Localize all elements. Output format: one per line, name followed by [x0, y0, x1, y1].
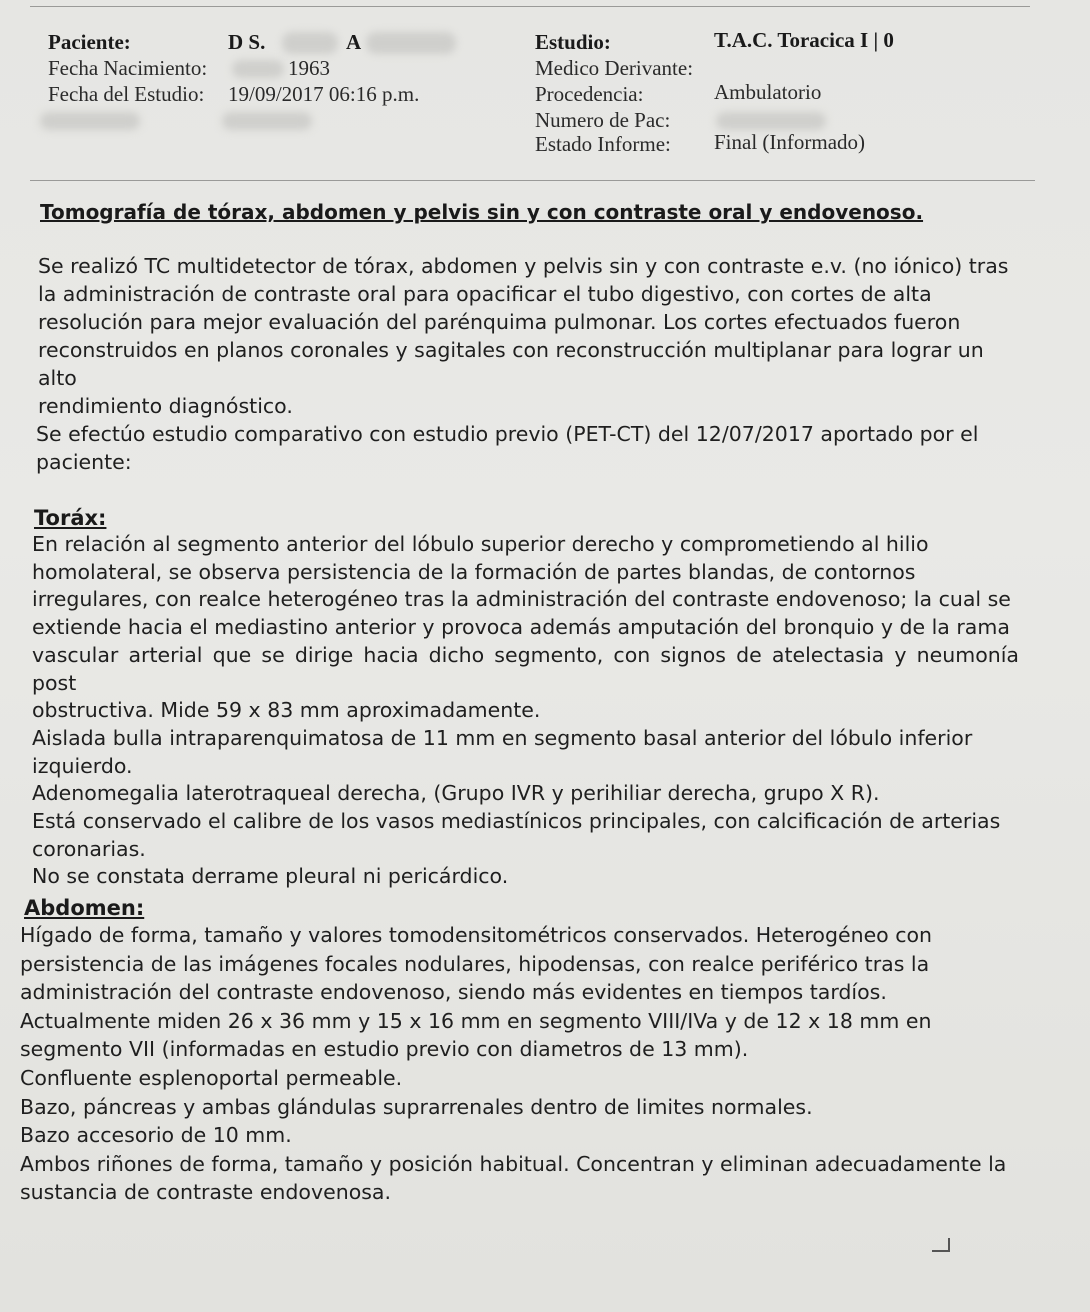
- estudio-value: T.A.C. Toracica I | 0: [714, 28, 894, 52]
- fecha-nacimiento-value: 1963: [288, 56, 330, 80]
- medico-derivante-label: Medico Derivante:: [535, 56, 694, 80]
- abdomen-line: Bazo accesorio de 10 mm.: [20, 1123, 292, 1148]
- intro-line: reconstruidos en planos coronales y sagitales con reconstrucción multiplanar para lograr un alto: [38, 338, 984, 390]
- torax-line: Está conservado el calibre de los vasos mediastínicos principales, con calcificación de arterias: [32, 809, 1001, 834]
- estado-informe-value: Final (Informado): [714, 130, 866, 154]
- abdomen-heading: Abdomen:: [24, 896, 145, 920]
- abdomen-line: Actualmente miden 26 x 36 mm y 15 x 16 mm en segmento VIII/IVa y de 12 x 18 mm en: [20, 1008, 932, 1033]
- top-divider: [30, 6, 1030, 7]
- torax-paragraph: [32, 531, 1019, 891]
- intro-paragraph: [38, 252, 1028, 420]
- torax-line: izquierdo.: [32, 753, 133, 778]
- intro-line: la administración de contraste oral para opacificar el tubo digestivo, con cortes de alta: [38, 282, 932, 306]
- torax-line: Adenomegalia laterotraqueal derecha, (Grupo IVR y perihiliar derecha, grupo X R).: [32, 781, 880, 806]
- abdomen-line: Confluente esplenoportal permeable.: [20, 1065, 403, 1090]
- redacted-name: [282, 32, 338, 54]
- numero-pac-label: Numero de Pac:: [535, 108, 671, 132]
- fecha-estudio-label: Fecha del Estudio:: [48, 82, 205, 106]
- redacted-numero-pac: [716, 112, 826, 130]
- estudio-label: Estudio:: [535, 30, 611, 54]
- abdomen-line: sustancia de contraste endovenosa.: [20, 1180, 392, 1205]
- abdomen-paragraph: [20, 921, 1020, 1207]
- torax-line: En relación al segmento anterior del lóbulo superior derecho y comprometiendo al hilio: [32, 532, 929, 556]
- torax-line: obstructiva. Mide 59 x 83 mm aproximadamente.: [32, 698, 541, 723]
- redacted-birthdate: [232, 60, 284, 78]
- torax-line: coronarias.: [32, 836, 146, 861]
- procedencia-value: Ambulatorio: [714, 80, 822, 104]
- header-divider: [30, 180, 1035, 181]
- comparative-line: Se efectúo estudio comparativo con estudio previo (PET-CT) del 12/07/2017 aportado por el: [36, 422, 979, 446]
- abdomen-line: Ambos riñones de forma, tamaño y posición habitual. Concentran y eliminan adecuadamente la: [20, 1151, 1007, 1176]
- fecha-nacimiento-label: Fecha Nacimiento:: [48, 56, 208, 80]
- torax-heading: Toráx:: [34, 506, 107, 530]
- fecha-estudio-value: 19/09/2017 06:16 p.m.: [228, 82, 420, 106]
- abdomen-line: Bazo, páncreas y ambas glándulas suprarrenales dentro de limites normales.: [20, 1094, 813, 1119]
- abdomen-line: segmento VII (informadas en estudio previo con diametros de 13 mm).: [20, 1037, 749, 1062]
- paciente-label: Paciente:: [48, 30, 131, 54]
- corner-mark: [932, 1238, 950, 1252]
- torax-line: vascular arterial que se dirige hacia dicho segmento, con signos de atelectasia y neumonía post: [32, 642, 1019, 695]
- estado-informe-label: Estado Informe:: [535, 132, 671, 156]
- abdomen-line: administración del contraste endovenoso, siendo más evidentes en tiempos tardíos.: [20, 980, 887, 1005]
- intro-line: Se realizó TC multidetector de tórax, abdomen y pelvis sin y con contraste e.v. (no iónico) tras: [38, 254, 1009, 278]
- intro-line: rendimiento diagnóstico.: [38, 394, 293, 418]
- redacted-field-2: [222, 112, 312, 130]
- torax-line: homolateral, se observa persistencia de la formación de partes blandas, de contornos: [32, 559, 916, 584]
- torax-line: No se constata derrame pleural ni pericárdico.: [32, 864, 509, 889]
- redacted-surname: [366, 32, 456, 54]
- comparative-paragraph: [36, 420, 1026, 476]
- comparative-line: paciente:: [36, 450, 132, 474]
- abdomen-line: Hígado de forma, tamaño y valores tomodensitométricos conservados. Heterogéneo con: [20, 923, 933, 947]
- abdomen-line: persistencia de las imágenes focales nodulares, hipodensas, con realce periférico tras la: [20, 951, 930, 976]
- torax-line: extiende hacia el mediastino anterior y provoca además amputación del bronquio y de la rama: [32, 615, 1010, 640]
- intro-line: resolución para mejor evaluación del parénquima pulmonar. Los cortes efectuados fueron: [38, 310, 961, 334]
- procedencia-label: Procedencia:: [535, 82, 644, 106]
- paciente-value: D S.: [228, 30, 266, 54]
- torax-line: Aislada bulla intraparenquimatosa de 11 mm en segmento basal anterior del lóbulo inferior: [32, 725, 973, 750]
- redacted-field-1: [40, 112, 140, 130]
- paciente-value-2: A: [346, 30, 362, 54]
- report-title: Tomografía de tórax, abdomen y pelvis sin y con contraste oral y endovenoso.: [40, 200, 924, 224]
- torax-line: irregulares, con realce heterogéneo tras la administración del contraste endovenoso; la cual se: [32, 587, 1011, 612]
